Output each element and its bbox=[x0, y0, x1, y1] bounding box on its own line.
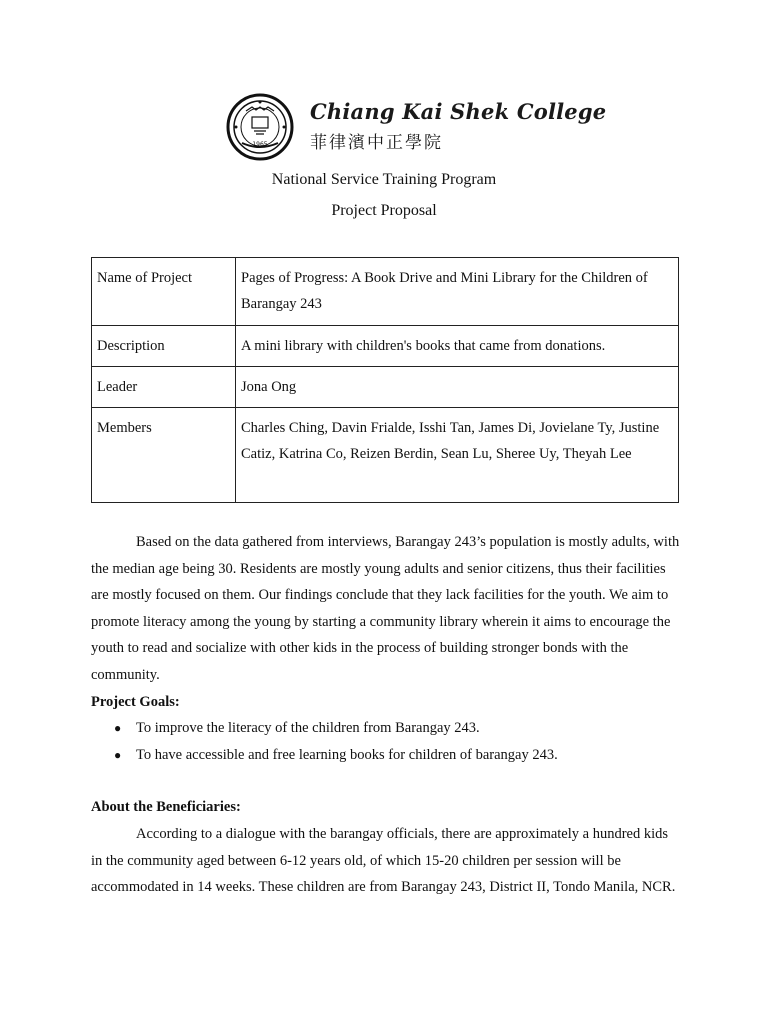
college-seal-logo bbox=[226, 93, 294, 161]
goal-text: To have accessible and free learning books for children of barangay 243. bbox=[136, 746, 558, 763]
table-value-cell: Pages of Progress: A Book Drive and Mini Library for the Children of Barangay 243 bbox=[236, 258, 679, 326]
list-item bbox=[114, 742, 681, 769]
project-goals-list bbox=[91, 715, 681, 768]
college-name-chinese: 菲律濱中正學院 bbox=[310, 133, 443, 153]
college-name: Chiang Kai Shek College bbox=[310, 99, 607, 124]
project-info-table bbox=[91, 257, 679, 503]
bullet-icon: ● bbox=[114, 721, 122, 736]
table-label-cell: Description bbox=[92, 326, 236, 367]
table-label-cell: Members bbox=[92, 408, 236, 503]
table-row bbox=[92, 326, 679, 367]
table-value-cell: Charles Ching, Davin Frialde, Isshi Tan, James Di, Jovielane Ty, Justine Catiz, Katrina Co, Reizen Berdin, Sean Lu, Sheree Uy, Theyah Lee bbox=[236, 408, 679, 503]
table-row bbox=[92, 258, 679, 326]
bullet-icon: ● bbox=[114, 747, 122, 762]
beneficiaries-paragraph: According to a dialogue with the barangay officials, there are approximately a hundred kids in the community aged between 6-12 years old, of which 15-20 children per session will be accommodated in 14 weeks. These children are from Barangay 243, District II, Tondo Manila, NCR. bbox=[91, 825, 676, 896]
project-goals-heading: Project Goals: bbox=[91, 693, 180, 710]
table-value-cell: A mini library with children's books that came from donations. bbox=[236, 326, 679, 367]
document-type-title: Project Proposal bbox=[331, 202, 437, 219]
table-label-cell: Name of Project bbox=[92, 258, 236, 326]
table-row bbox=[92, 408, 679, 503]
beneficiaries-heading: About the Beneficiaries: bbox=[91, 799, 241, 816]
proposal-body bbox=[91, 529, 681, 901]
college-header bbox=[226, 93, 607, 161]
program-title: National Service Training Program bbox=[271, 171, 497, 188]
table-row bbox=[92, 367, 679, 408]
college-brand bbox=[310, 99, 606, 153]
intro-paragraph: Based on the data gathered from interviews, Barangay 243’s population is mostly adults, with the median age being 30. Residents are mostly young adults and senior citizens, thus their facilities are mostly focused on them. Our findings conclude that they lack facilities for the youth. We aim to promote literacy among the young by starting a community library wherein it aims to encourage the youth to read and socialize with other kids in the process of building stronger bonds with the community. bbox=[91, 534, 680, 683]
table-value-cell: Jona Ong bbox=[236, 367, 679, 408]
goal-text: To improve the literacy of the children from Barangay 243. bbox=[136, 720, 480, 737]
table-label-cell: Leader bbox=[92, 367, 236, 408]
spacer bbox=[91, 768, 681, 794]
seal-year: 1965 bbox=[252, 141, 268, 148]
list-item bbox=[114, 715, 681, 742]
